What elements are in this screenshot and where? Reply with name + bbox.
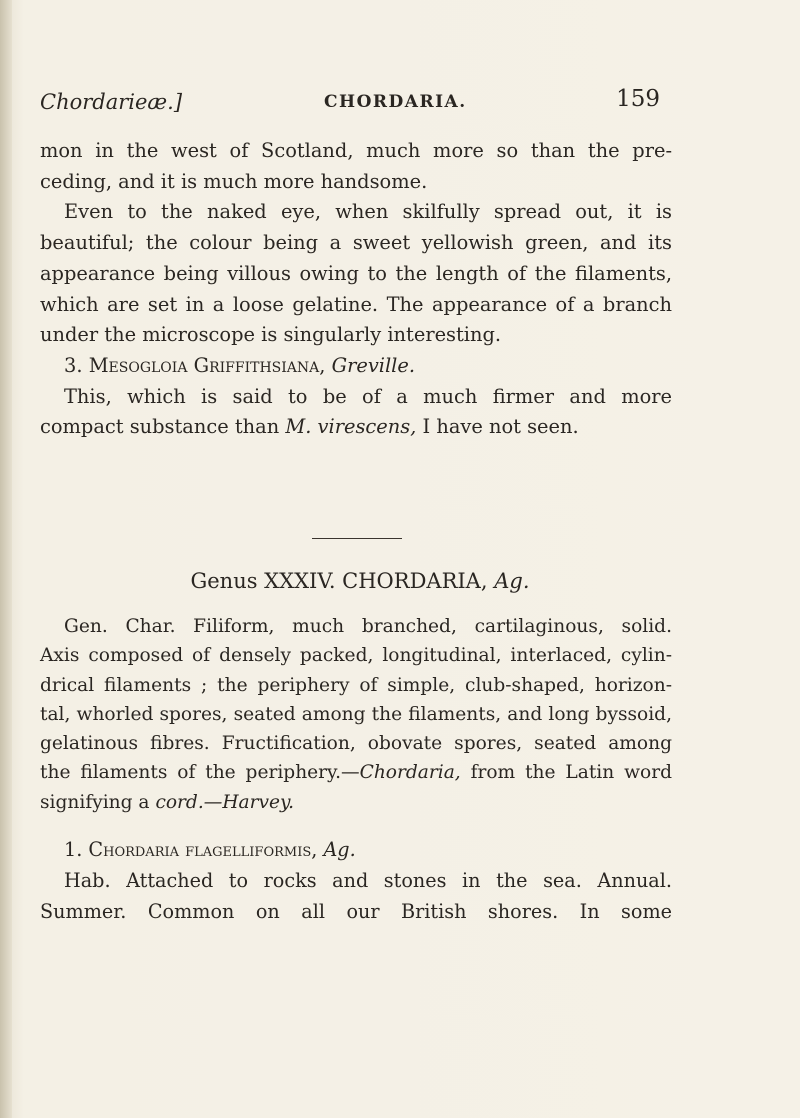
text-line: ceding, and it is much more handsome. bbox=[40, 169, 428, 193]
species-number: 3. bbox=[64, 353, 83, 377]
text-line: Gen. Char. Filiform, much branched, cartilaginous, solid. bbox=[64, 616, 672, 637]
text-line: Hab. Attached to rocks and stones in the sea. Annual. bbox=[64, 869, 672, 892]
text-fragment: I have not seen. bbox=[416, 415, 579, 439]
text-fragment: compact substance than bbox=[40, 415, 286, 439]
species-heading-1 bbox=[40, 834, 672, 865]
text-line: gelatinous fibres. Fructification, obovate spores, seated among bbox=[40, 733, 672, 755]
text-line: mon in the west of Scotland, much more so than the pre- bbox=[40, 139, 672, 162]
text-line: tal, whorled spores, seated among the filaments, and long byssoid, bbox=[40, 703, 672, 725]
text-line: which are set in a loose gelatine. The appearance of a branch bbox=[40, 292, 672, 316]
text-fragment: signifying a bbox=[40, 791, 156, 813]
section-divider bbox=[312, 538, 402, 539]
text-line bbox=[40, 412, 672, 443]
text-fragment: the filaments of the periphery.— bbox=[40, 762, 360, 784]
species-heading-3 bbox=[40, 351, 672, 382]
book-spine-shadow bbox=[0, 0, 12, 1118]
text-line bbox=[40, 758, 672, 787]
header-running-title: CHORDARIA. bbox=[324, 92, 467, 112]
running-header bbox=[40, 86, 660, 126]
genus-authority: Ag. bbox=[494, 569, 530, 593]
page-number: 159 bbox=[616, 86, 660, 112]
text-line: Summer. Common on all our British shores. In some bbox=[40, 900, 672, 923]
genus-heading bbox=[40, 566, 672, 596]
species-authority: Ag. bbox=[323, 838, 356, 861]
text-line: Even to the naked eye, when skilfully spread out, it is bbox=[64, 200, 672, 224]
text-line: This, which is said to be of a much firmer and more bbox=[64, 384, 672, 408]
text-line: under the microscope is singularly interesting. bbox=[40, 323, 502, 347]
species-name: Mesogloia Griffithsiana, bbox=[88, 353, 326, 377]
text-line: appearance being villous owing to the length of the filaments, bbox=[40, 261, 672, 285]
text-fragment-italic: Chordaria, bbox=[359, 762, 461, 784]
text-line: Axis composed of densely packed, longitudinal, interlaced, cylin- bbox=[40, 645, 672, 667]
text-fragment: from the Latin word bbox=[460, 762, 673, 784]
text-fragment-italic: cord.—Harvey. bbox=[155, 791, 294, 813]
text-fragment-italic: M. virescens, bbox=[285, 415, 417, 439]
generic-character bbox=[40, 612, 672, 817]
text-line: beautiful; the colour being a sweet yellowish green, and its bbox=[40, 231, 672, 255]
text-line: drical filaments ; the periphery of simple, club-shaped, horizon- bbox=[40, 674, 672, 696]
text-line bbox=[40, 788, 672, 817]
species-1-section bbox=[40, 834, 672, 927]
species-number: 1. bbox=[64, 838, 83, 861]
genus-label: Genus XXXIV. CHORDARIA, bbox=[190, 569, 488, 593]
species-name: Chordaria flagelliformis, bbox=[88, 838, 318, 861]
species-authority: Greville. bbox=[331, 353, 416, 377]
header-section: Chordarieæ.] bbox=[40, 90, 183, 114]
body-text-top bbox=[40, 136, 672, 443]
